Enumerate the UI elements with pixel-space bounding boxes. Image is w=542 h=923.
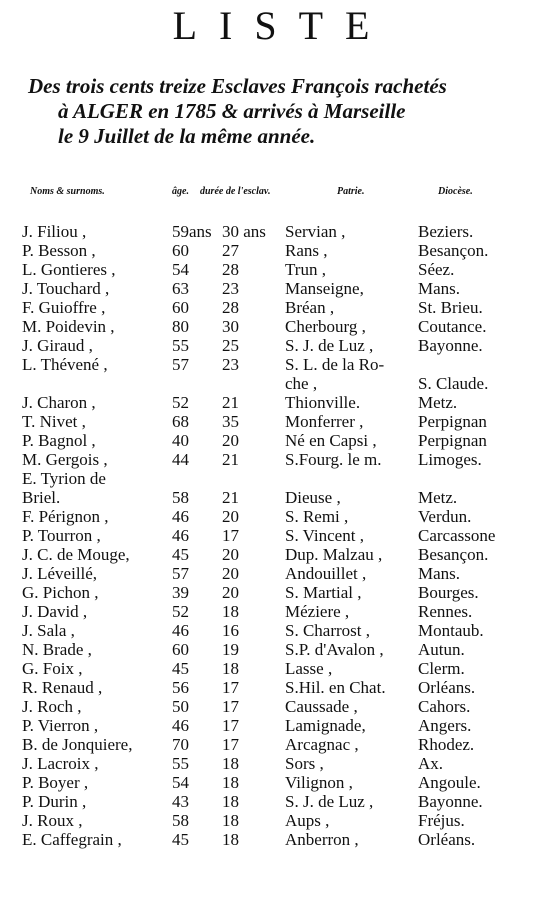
row-diocese: Fréjus.: [418, 811, 465, 830]
subtitle-line-3: le 9 Juillet de la même année.: [58, 124, 316, 148]
row-name: L. Gontieres ,: [22, 260, 116, 279]
table-row: [0, 640, 542, 659]
row-duree: 20: [222, 545, 239, 564]
row-age: 58: [172, 811, 189, 830]
row-duree: 18: [222, 811, 239, 830]
table-row: [0, 298, 542, 317]
table-row: [0, 754, 542, 773]
row-diocese: Metz.: [418, 393, 458, 412]
row-diocese: Orléans.: [418, 678, 476, 697]
row-name: J. C. de Mouge,: [22, 545, 130, 564]
table-row: [0, 507, 542, 526]
row-age: 55: [172, 754, 189, 773]
table-row: [0, 279, 542, 298]
row-patrie: Dieuse ,: [285, 488, 341, 507]
row-age: 70: [172, 735, 189, 754]
row-name: J. Giraud ,: [22, 336, 93, 355]
row-name: N. Brade ,: [22, 640, 92, 659]
row-duree: 17: [222, 678, 239, 697]
row-age: 60: [172, 241, 189, 260]
row-duree: 27: [222, 241, 239, 260]
row-duree: 20: [222, 507, 239, 526]
row-duree: 30 ans: [222, 222, 266, 241]
row-age: 58: [172, 488, 189, 507]
row-duree: 18: [222, 792, 239, 811]
row-age: 60: [172, 640, 189, 659]
row-duree: 17: [222, 526, 239, 545]
table-row: [0, 393, 542, 412]
row-duree: 21: [222, 393, 239, 412]
col-header-age: âge.: [172, 186, 189, 197]
row-diocese: Verdun.: [418, 507, 472, 526]
row-patrie: S.P. d'Avalon ,: [285, 640, 384, 659]
slave-list: [0, 222, 542, 849]
row-age: 63: [172, 279, 189, 298]
row-name: F. Guioffre ,: [22, 298, 106, 317]
table-row: [0, 317, 542, 336]
row-age: 40: [172, 431, 189, 450]
row-patrie: S. Vincent ,: [285, 526, 364, 545]
table-row: [0, 241, 542, 260]
row-diocese: Bourges.: [418, 583, 479, 602]
row-diocese: Rennes.: [418, 602, 473, 621]
row-duree: 18: [222, 602, 239, 621]
row-patrie: Monferrer ,: [285, 412, 364, 431]
row-patrie: Trun ,: [285, 260, 326, 279]
row-name: R. Renaud ,: [22, 678, 103, 697]
row-diocese: Clerm.: [418, 659, 465, 678]
row-patrie: Bréan ,: [285, 298, 335, 317]
row-patrie: Dup. Malzau ,: [285, 545, 383, 564]
row-diocese: Angers.: [418, 716, 472, 735]
row-name: P. Tourron ,: [22, 526, 101, 545]
col-header-name: Noms & surnoms.: [30, 186, 105, 197]
row-duree: 16: [222, 621, 239, 640]
row-diocese: Bayonne.: [418, 336, 483, 355]
table-row: [0, 773, 542, 792]
row-age: 52: [172, 393, 189, 412]
table-row: [0, 697, 542, 716]
row-diocese: Ax.: [418, 754, 444, 773]
row-duree: 20: [222, 431, 239, 450]
row-diocese: Metz.: [418, 488, 458, 507]
row-duree: 17: [222, 716, 239, 735]
table-row: [0, 735, 542, 754]
row-name: P. Durin ,: [22, 792, 87, 811]
row-age: 59ans: [172, 222, 212, 241]
col-header-duree: durée de l'esclav.: [200, 186, 271, 197]
row-patrie: S. J. de Luz ,: [285, 792, 374, 811]
row-patrie: Andouillet ,: [285, 564, 367, 583]
table-row: [0, 431, 542, 450]
row-patrie: S. J. de Luz ,: [285, 336, 374, 355]
row-patrie: Vilignon ,: [285, 773, 353, 792]
row-duree: 17: [222, 735, 239, 754]
table-row: [0, 412, 542, 431]
row-diocese: Perpignan: [418, 431, 487, 450]
row-patrie: Manseigne,: [285, 279, 364, 298]
row-name: E. Caffegrain ,: [22, 830, 122, 849]
row-diocese: Montaub.: [418, 621, 484, 640]
row-patrie: Lasse ,: [285, 659, 333, 678]
row-age: 80: [172, 317, 189, 336]
row-duree: 17: [222, 697, 239, 716]
row-age: 60: [172, 298, 189, 317]
row-diocese: Beziers.: [418, 222, 474, 241]
row-diocese: Cahors.: [418, 697, 471, 716]
row-name: B. de Jonquiere,: [22, 735, 133, 754]
row-name: J. David ,: [22, 602, 88, 621]
row-diocese: Mans.: [418, 279, 461, 298]
row-diocese: Angoule.: [418, 773, 481, 792]
row-duree: 19: [222, 640, 239, 659]
subtitle-line-1: Des trois cents treize Esclaves François rachetés: [28, 74, 447, 98]
table-row: [0, 830, 542, 849]
row-age: 57: [172, 355, 189, 374]
table-row: [0, 260, 542, 279]
row-duree: 20: [222, 564, 239, 583]
row-diocese: Autun.: [418, 640, 465, 659]
row-duree: 23: [222, 279, 239, 298]
row-duree: 18: [222, 659, 239, 678]
row-duree: 18: [222, 773, 239, 792]
row-duree: 25: [222, 336, 239, 355]
row-age: 52: [172, 602, 189, 621]
row-duree: 30: [222, 317, 239, 336]
row-age: 43: [172, 792, 189, 811]
row-age: 55: [172, 336, 189, 355]
col-header-patrie: Patrie.: [337, 186, 365, 197]
table-row: [0, 716, 542, 735]
row-name: J. Léveillé,: [22, 564, 98, 583]
row-name: M. Poidevin ,: [22, 317, 115, 336]
row-age: 46: [172, 621, 189, 640]
row-age: 46: [172, 716, 189, 735]
row-name: J. Roux ,: [22, 811, 83, 830]
row-name: E. Tyrion de: [22, 469, 106, 488]
row-patrie: Rans ,: [285, 241, 328, 260]
table-row: [0, 602, 542, 621]
row-patrie: S. Charrost ,: [285, 621, 370, 640]
row-name: F. Pérignon ,: [22, 507, 109, 526]
row-name: J. Touchard ,: [22, 279, 110, 298]
row-patrie: S. Martial ,: [285, 583, 362, 602]
table-row: [0, 469, 542, 488]
row-diocese: S. Claude.: [418, 374, 489, 393]
row-duree: 21: [222, 488, 239, 507]
subtitle: [28, 74, 528, 149]
row-patrie: Méziere ,: [285, 602, 350, 621]
col-header-diocese: Diocèse.: [438, 186, 473, 197]
table-row: [0, 621, 542, 640]
row-name: L. Thévené ,: [22, 355, 108, 374]
row-diocese: Bayonne.: [418, 792, 483, 811]
row-name: J. Charon ,: [22, 393, 96, 412]
column-headers: [0, 186, 542, 202]
row-diocese: Carcassone: [418, 526, 496, 545]
table-row: [0, 488, 542, 507]
row-patrie: S. Remi ,: [285, 507, 349, 526]
row-duree: 18: [222, 830, 239, 849]
row-patrie: S. L. de la Ro-: [285, 355, 385, 374]
row-patrie: Lamignade,: [285, 716, 366, 735]
row-patrie: che ,: [285, 374, 318, 393]
row-name: Briel.: [22, 488, 61, 507]
table-row: [0, 659, 542, 678]
row-age: 54: [172, 773, 189, 792]
row-duree: 21: [222, 450, 239, 469]
row-duree: 23: [222, 355, 239, 374]
table-row: [0, 583, 542, 602]
row-name: P. Besson ,: [22, 241, 96, 260]
row-patrie: Aups ,: [285, 811, 330, 830]
row-name: M. Gergois ,: [22, 450, 108, 469]
row-name: J. Roch ,: [22, 697, 82, 716]
row-age: 45: [172, 830, 189, 849]
row-age: 46: [172, 526, 189, 545]
row-name: P. Vierron ,: [22, 716, 99, 735]
table-row: [0, 792, 542, 811]
row-age: 54: [172, 260, 189, 279]
row-age: 68: [172, 412, 189, 431]
row-diocese: Besançon.: [418, 241, 489, 260]
row-patrie: Sors ,: [285, 754, 324, 773]
row-age: 56: [172, 678, 189, 697]
row-duree: 28: [222, 298, 239, 317]
row-patrie: Thionville.: [285, 393, 361, 412]
table-row: [0, 374, 542, 393]
row-diocese: Perpignan: [418, 412, 487, 431]
row-name: P. Boyer ,: [22, 773, 89, 792]
row-age: 39: [172, 583, 189, 602]
row-name: G. Foix ,: [22, 659, 83, 678]
row-duree: 28: [222, 260, 239, 279]
row-patrie: Cherbourg ,: [285, 317, 366, 336]
row-diocese: Rhodez.: [418, 735, 475, 754]
row-name: J. Filiou ,: [22, 222, 87, 241]
subtitle-line-2: à ALGER en 1785 & arrivés à Marseille: [58, 99, 406, 123]
row-age: 45: [172, 659, 189, 678]
row-age: 46: [172, 507, 189, 526]
row-name: T. Nivet ,: [22, 412, 86, 431]
row-diocese: St. Brieu.: [418, 298, 483, 317]
row-patrie: Caussade ,: [285, 697, 358, 716]
row-patrie: Servian ,: [285, 222, 346, 241]
row-diocese: Limoges.: [418, 450, 482, 469]
row-name: J. Sala ,: [22, 621, 75, 640]
row-age: 44: [172, 450, 189, 469]
row-duree: 35: [222, 412, 239, 431]
row-name: G. Pichon ,: [22, 583, 99, 602]
table-row: [0, 564, 542, 583]
row-duree: 18: [222, 754, 239, 773]
row-diocese: Mans.: [418, 564, 461, 583]
row-patrie: S.Fourg. le m.: [285, 450, 382, 469]
table-row: [0, 545, 542, 564]
row-patrie: Anberron ,: [285, 830, 359, 849]
row-diocese: Séez.: [418, 260, 455, 279]
row-patrie: S.Hil. en Chat.: [285, 678, 386, 697]
table-row: [0, 355, 542, 374]
row-diocese: Coutance.: [418, 317, 487, 336]
table-row: [0, 450, 542, 469]
row-age: 57: [172, 564, 189, 583]
table-row: [0, 336, 542, 355]
row-diocese: Orléans.: [418, 830, 476, 849]
row-patrie: Né en Capsi ,: [285, 431, 377, 450]
row-age: 50: [172, 697, 189, 716]
row-diocese: Besançon.: [418, 545, 489, 564]
table-row: [0, 526, 542, 545]
row-name: P. Bagnol ,: [22, 431, 96, 450]
table-row: [0, 678, 542, 697]
row-duree: 20: [222, 583, 239, 602]
table-row: [0, 811, 542, 830]
row-name: J. Lacroix ,: [22, 754, 99, 773]
page-title: LISTE: [172, 3, 392, 48]
table-row: [0, 222, 542, 241]
row-age: 45: [172, 545, 189, 564]
row-patrie: Arcagnac ,: [285, 735, 359, 754]
